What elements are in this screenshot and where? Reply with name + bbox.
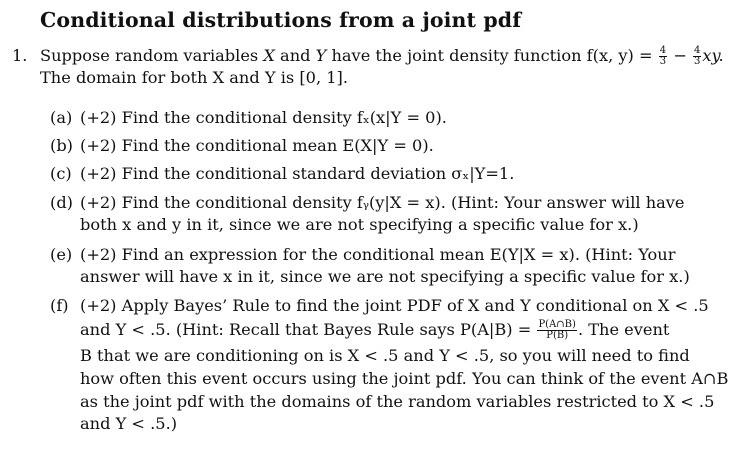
part-f-label: (f): [50, 296, 69, 315]
density-minus: −: [668, 46, 692, 65]
problem-intro-line-1: Suppose random variables X and Y have the joint density function f(x, y) = $\frac{4}{3}$ − $\frac{4}{3}$ xy.: [40, 45, 724, 67]
part-c-text: (+2) Find the conditional standard deviation σₓ|Y=1.: [80, 164, 515, 183]
part-f-line-2-pre: and Y < .5. (Hint: Recall that Bayes Rule says P(A|B) =: [80, 320, 532, 339]
part-e-line-2: answer will have x in it, since we are not specifying a specific value for x.): [80, 267, 690, 286]
density-tail: xy.: [702, 46, 724, 65]
part-f-line-5: as the joint pdf with the domains of the random variables restricted to X < .5: [80, 392, 715, 411]
part-b-label: (b): [50, 136, 73, 155]
part-e-line-1: (+2) Find an expression for the conditional mean E(Y|X = x). (Hint: Your: [80, 245, 676, 264]
part-a-text: (+2) Find the conditional density fₓ(x|Y = 0).: [80, 108, 447, 127]
part-f-line-1: (+2) Apply Bayes’ Rule to find the joint PDF of X and Y conditional on X < .5: [80, 296, 709, 315]
density-fraction-2: $\frac{4}{3}$: [693, 45, 701, 67]
part-c-label: (c): [50, 164, 72, 183]
part-d-line-2: both x and y in it, since we are not specifying a specific value for x.): [80, 215, 639, 234]
part-f-line-2-post: . The event: [577, 320, 670, 339]
bayes-fraction: $\frac{P(A\cap B)}{P(B)}$: [538, 319, 576, 341]
page-title: Conditional distributions from a joint pdf: [40, 8, 522, 32]
part-e-label: (e): [50, 245, 73, 264]
part-f-line-6: and Y < .5.): [80, 414, 178, 433]
intro-text-mid: have the joint density function: [326, 46, 587, 65]
problem-intro-line-2: The domain for both X and Y is [0, 1].: [40, 68, 348, 87]
part-f-line-4: how often this event occurs using the joint pdf. You can think of the event A∩B: [80, 369, 729, 388]
part-a-label: (a): [50, 108, 73, 127]
part-f-line-2: [80, 320, 669, 341]
part-b-text: (+2) Find the conditional mean E(X|Y = 0).: [80, 136, 434, 155]
part-f-line-3: B that we are conditioning on is X < .5 and Y < .5, so you will need to find: [80, 346, 690, 365]
problem-number: 1.: [12, 46, 28, 65]
intro-text-pre: Suppose random variables: [40, 46, 264, 65]
part-d-line-1: (+2) Find the conditional density fᵧ(y|X = x). (Hint: Your answer will have: [80, 193, 685, 212]
density-fraction-1: $\frac{4}{3}$: [659, 45, 667, 67]
part-d-label: (d): [50, 193, 73, 212]
density-lhs: f(x, y) =: [586, 46, 653, 65]
